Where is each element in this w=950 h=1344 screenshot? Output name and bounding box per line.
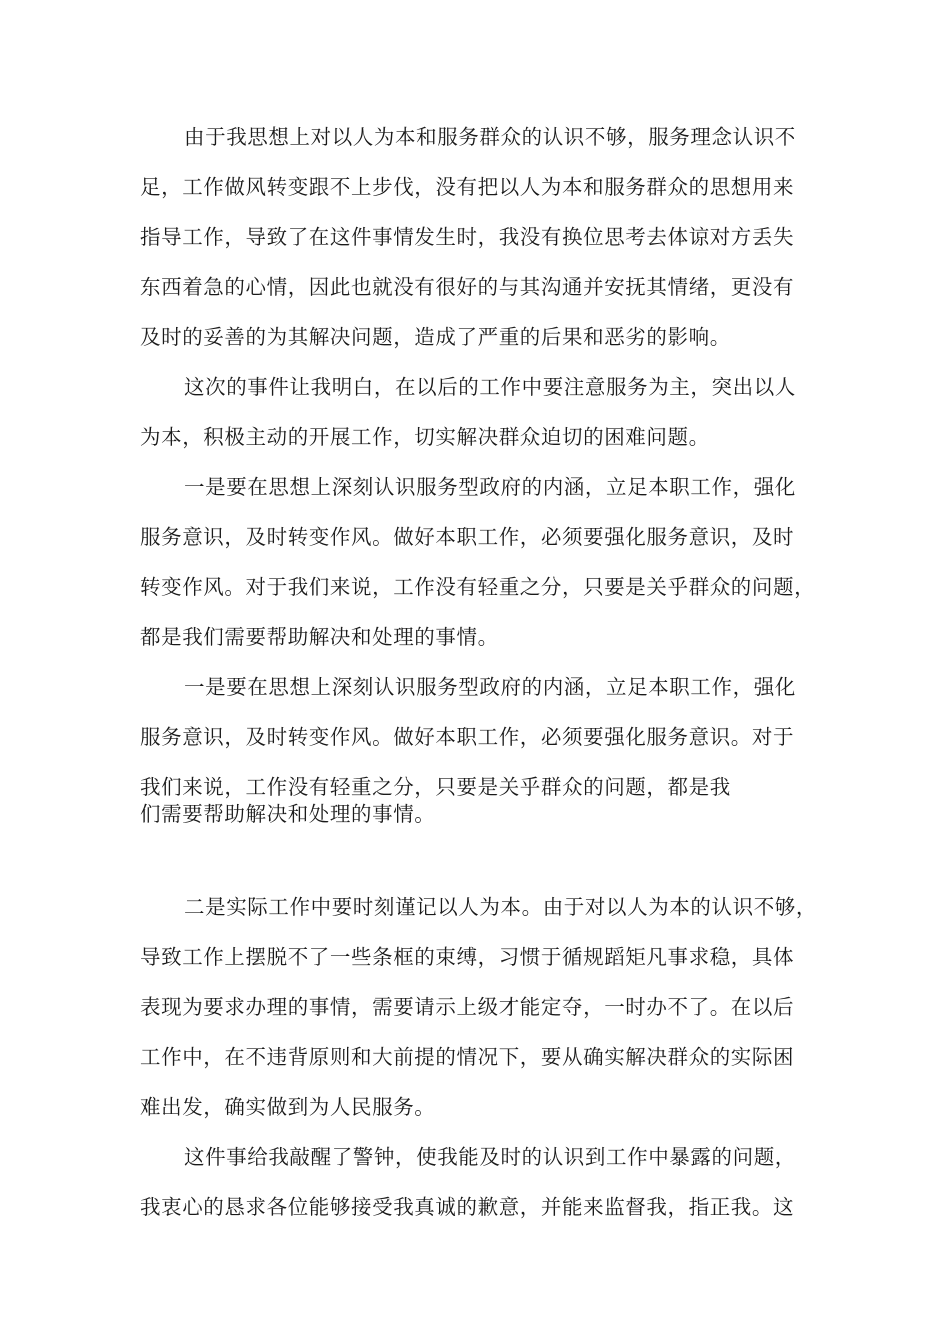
- text-line: 我们来说，工作没有轻重之分，只要是关乎群众的问题，都是我: [140, 775, 731, 799]
- text-line: 足，工作做风转变跟不上步伐，没有把以人为本和服务群众的思想用来: [140, 175, 795, 199]
- paragraph-6: [140, 1132, 820, 1232]
- text-line: 导致工作上摆脱不了一些条框的束缚，习惯于循规蹈矩凡事求稳，具体: [140, 945, 795, 969]
- text-line: 们需要帮助解决和处理的事情。: [140, 802, 436, 826]
- paragraph-2: [140, 362, 820, 462]
- text-line: 指导工作，导致了在这件事情发生时，我没有换位思考去体谅对方丢失: [140, 225, 795, 249]
- text-line: 表现为要求办理的事情，需要请示上级才能定夺，一时办不了。在以后: [140, 995, 795, 1019]
- text-line: 这件事给我敲醒了警钟，使我能及时的认识到工作中暴露的问题，: [184, 1145, 796, 1169]
- text-line: 为本，积极主动的开展工作，切实解决群众迫切的困难问题。: [140, 425, 710, 449]
- text-line: 我衷心的恳求各位能够接受我真诚的歉意，并能来监督我，指正我。这: [140, 1195, 795, 1219]
- paragraph-1: [140, 112, 820, 362]
- text-line: 难出发，确实做到为人民服务。: [140, 1095, 436, 1119]
- paragraph-5: [140, 882, 820, 1132]
- text-line: 由于我思想上对以人为本和服务群众的认识不够，服务理念认识不: [184, 125, 796, 149]
- text-line: 转变作风。对于我们来说，工作没有轻重之分，只要是关乎群众的问题，: [140, 575, 816, 599]
- paragraph-4: [140, 662, 820, 830]
- paragraph-3: [140, 462, 820, 662]
- text-line: 一是要在思想上深刻认识服务型政府的内涵，立足本职工作，强化: [184, 475, 796, 499]
- text-line: 一是要在思想上深刻认识服务型政府的内涵，立足本职工作，强化: [184, 675, 796, 699]
- text-line: 这次的事件让我明白，在以后的工作中要注意服务为主，突出以人: [184, 375, 796, 399]
- text-line: 及时的妥善的为其解决问题，造成了严重的后果和恶劣的影响。: [140, 325, 731, 349]
- text-line: 服务意识，及时转变作风。做好本职工作，必须要强化服务意识。对于: [140, 725, 795, 749]
- text-line: 二是实际工作中要时刻谨记以人为本。由于对以人为本的认识不够，: [184, 895, 817, 919]
- text-line: 服务意识，及时转变作风。做好本职工作，必须要强化服务意识，及时: [140, 525, 795, 549]
- text-line: 东西着急的心情，因此也就没有很好的与其沟通并安抚其情绪，更没有: [140, 275, 795, 299]
- text-line: 都是我们需要帮助解决和处理的事情。: [140, 625, 499, 649]
- text-line: 工作中，在不违背原则和大前提的情况下，要从确实解决群众的实际困: [140, 1045, 795, 1069]
